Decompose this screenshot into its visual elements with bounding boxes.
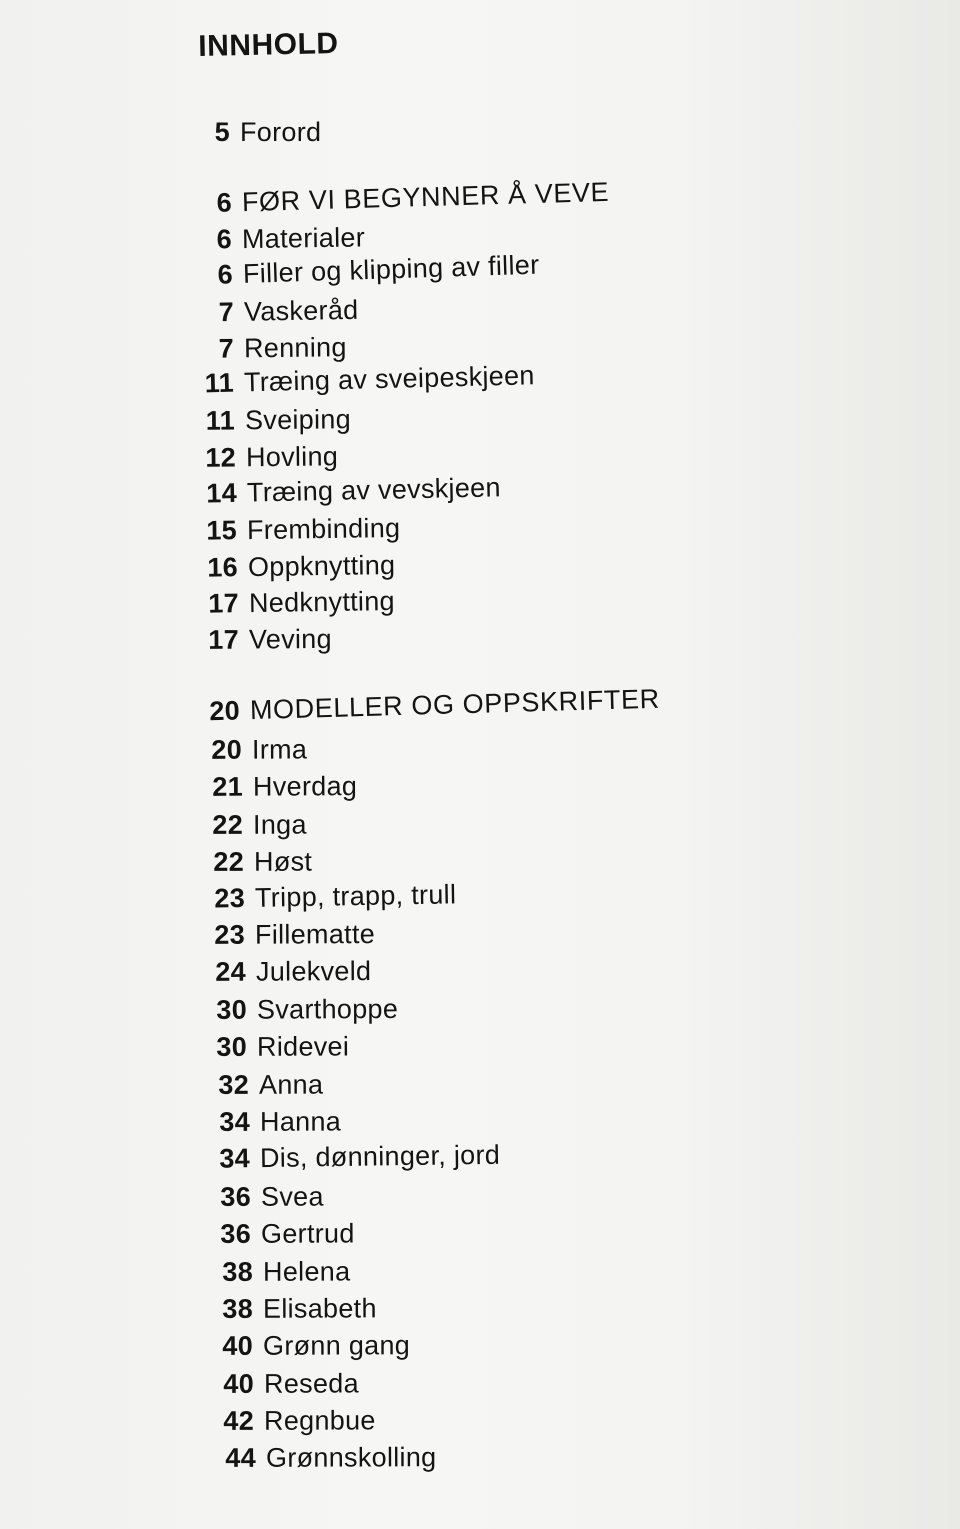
toc-entry [174, 117, 321, 147]
toc-page-number: 34 [219, 1106, 251, 1137]
toc-entry-title: Grønn gang [262, 1330, 411, 1361]
toc-page-number: 16 [207, 552, 239, 583]
toc-entry-title: MODELLER OG OPPSKRIFTER [249, 683, 661, 726]
toc-page-number: 6 [216, 224, 233, 255]
toc-entry [189, 919, 375, 950]
toc-entry-title: FØR VI BEGYNNER Å VEVE [241, 176, 610, 218]
toc-entry [187, 810, 307, 840]
toc-entry-title: Julekveld [255, 956, 372, 987]
toc-page-number: 42 [223, 1405, 255, 1436]
toc-page-number: 32 [218, 1069, 250, 1100]
toc-entry [187, 771, 357, 802]
toc-page-number: 11 [205, 405, 236, 436]
toc-entry-title: Oppknytting [247, 550, 396, 583]
toc-entry [183, 586, 395, 619]
toc-page-number: 24 [215, 956, 247, 987]
toc-entry-title: Ridevei [256, 1031, 350, 1062]
toc-page-number: 17 [208, 624, 240, 655]
toc-entry-title: Helena [262, 1256, 351, 1287]
toc-entry [191, 1031, 349, 1062]
toc-page-number: 21 [212, 771, 244, 802]
toc-entry-title: Renning [243, 332, 347, 364]
toc-entry-title: Hanna [259, 1106, 342, 1137]
toc-page-number: 22 [212, 809, 244, 840]
toc-page-number: 30 [216, 994, 248, 1025]
toc-entry [195, 1218, 355, 1249]
toc-entry [194, 1140, 501, 1174]
toc-entry [197, 1330, 410, 1361]
toc-page-number: 15 [206, 515, 238, 546]
toc-entry-title: Hovling [245, 441, 339, 473]
toc-entry [183, 624, 332, 655]
toc-entry-title: Regnbue [263, 1405, 376, 1436]
toc-entry-title: Hverdag [252, 771, 358, 802]
toc-entry-title: Svea [260, 1181, 324, 1212]
toc-section-heading [184, 684, 661, 727]
toc-entry-title: Svarthoppe [256, 993, 399, 1025]
toc-page-number: 38 [222, 1256, 254, 1287]
toc-page-number: 34 [219, 1143, 251, 1174]
toc-entry-title: Sveiping [244, 404, 352, 436]
toc-page-number: 7 [218, 297, 235, 328]
toc-page-number: 40 [223, 1368, 255, 1399]
toc-entry-title: Nedknytting [248, 586, 396, 619]
toc-entry [176, 222, 365, 255]
toc-entry [178, 332, 347, 364]
toc-page-number: 22 [213, 846, 245, 877]
toc-entry [182, 550, 396, 583]
toc-entry [193, 1070, 323, 1100]
toc-entry [191, 994, 398, 1025]
toc-page-number: 6 [216, 187, 233, 218]
toc-entry [181, 472, 501, 509]
toc-page-number: 40 [222, 1330, 254, 1361]
toc-page-number: 7 [218, 333, 235, 364]
toc-entry-title: Forord [240, 117, 322, 147]
toc-page-number: 23 [214, 883, 246, 914]
toc-page-number: 38 [222, 1293, 254, 1324]
toc-page-number: 17 [208, 588, 240, 619]
toc-section-heading [176, 177, 610, 219]
toc-entry-title: Reseda [263, 1368, 359, 1399]
toc-page-number: 30 [216, 1031, 248, 1062]
toc-page-number: 23 [214, 919, 246, 950]
toc-entry [190, 956, 371, 987]
toc-entry [189, 879, 457, 914]
toc-entry-title: Veving [248, 623, 332, 655]
toc-entry [198, 1405, 376, 1436]
toc-entry [197, 1293, 377, 1324]
toc-entry [200, 1442, 437, 1473]
toc-entry-title: Frembinding [246, 512, 401, 546]
toc-entry [198, 1368, 359, 1399]
toc-page-number: 44 [225, 1442, 257, 1473]
toc-entry-title: Materialer [241, 222, 366, 255]
toc-entry-title: Dis, dønninger, jord [259, 1139, 501, 1174]
toc-page-number: 6 [217, 259, 234, 290]
toc-entry-title: Træing av vevskjeen [246, 472, 502, 508]
page-title: INNHOLD [198, 27, 339, 63]
toc-entry-title: Irma [251, 734, 308, 765]
toc-entry [179, 404, 351, 436]
toc-page-number: 12 [205, 442, 237, 473]
toc-entry [195, 1182, 324, 1212]
toc-page-number: 36 [220, 1218, 252, 1249]
toc-entry-title: Vaskeråd [243, 294, 359, 327]
toc-entry-title: Grønnskolling [265, 1442, 437, 1473]
toc-entry-title: Træing av sveipeskjeen [243, 360, 535, 398]
toc-entry-title: Tripp, trapp, trull [254, 879, 457, 913]
toc-entry-title: Inga [252, 809, 307, 840]
toc-entry [178, 295, 359, 328]
toc-entry-title: Filler og klipping av filler [242, 249, 540, 289]
toc-page-number: 36 [220, 1181, 252, 1212]
toc-page-number: 5 [214, 117, 230, 147]
toc-entry [180, 441, 338, 473]
toc-entry [188, 847, 312, 877]
toc-page-number: 20 [211, 734, 243, 765]
toc-entry-title: Anna [258, 1069, 324, 1100]
toc-entry-title: Høst [253, 846, 313, 877]
toc-page-number: 11 [204, 367, 235, 399]
toc-page-number: 14 [206, 477, 238, 509]
toc-entry [178, 360, 535, 399]
toc-entry-title: Fillematte [254, 919, 376, 950]
toc-entry [186, 734, 307, 765]
toc-entry [194, 1106, 341, 1137]
toc-entry [177, 250, 540, 291]
toc-entry-title: Elisabeth [262, 1293, 377, 1324]
toc-entry [197, 1256, 350, 1287]
toc-entry [181, 513, 401, 546]
toc-page-number: 20 [208, 695, 241, 727]
toc-entry-title: Gertrud [260, 1218, 355, 1249]
